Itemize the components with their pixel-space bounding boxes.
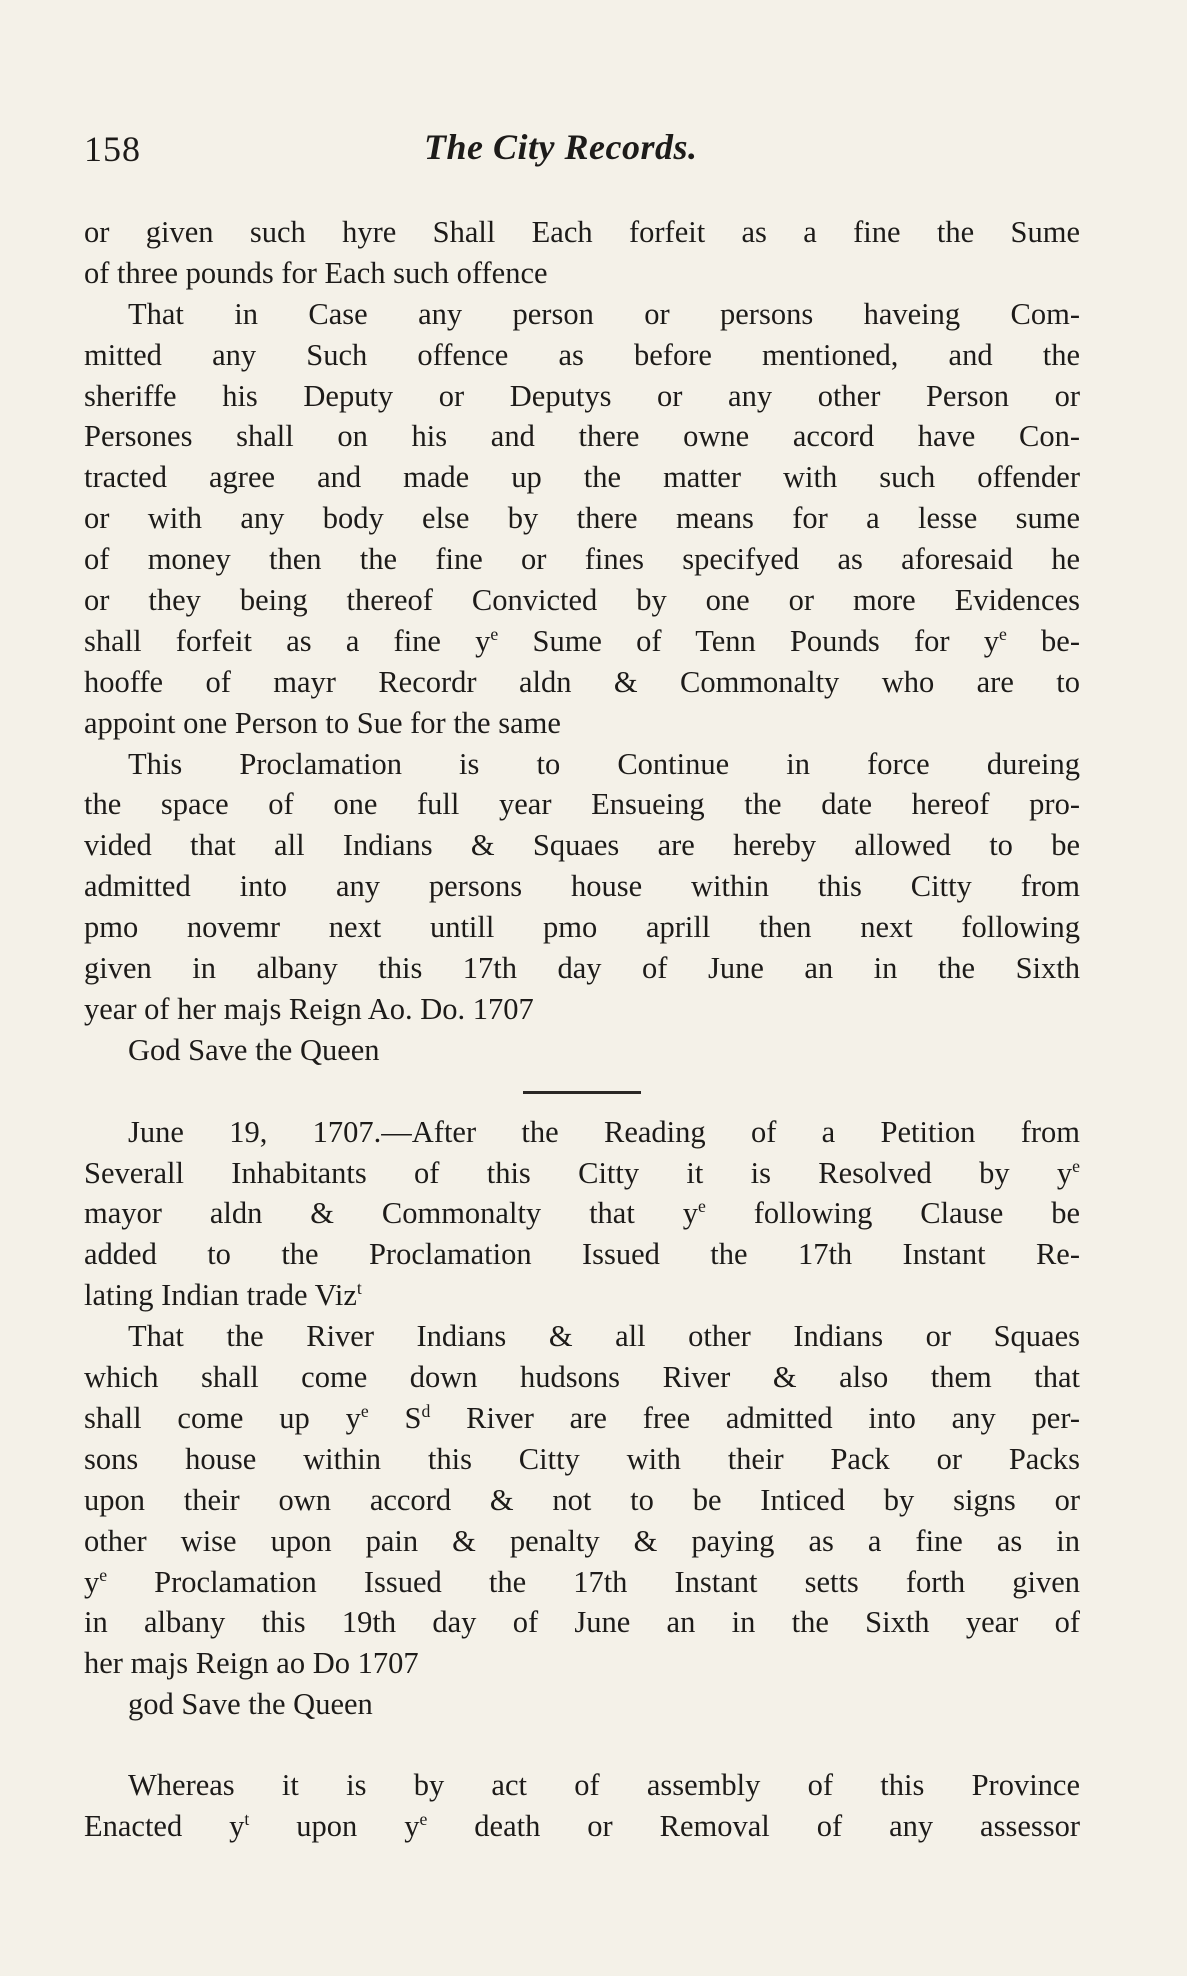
text-line: Enacted $y^t$ upon $y^e$ death or Removal of any assessor (84, 1808, 1080, 1843)
superscript: e (698, 1196, 706, 1217)
superscript: e (999, 623, 1007, 644)
superscript: e (419, 1808, 428, 1829)
text-line: mitted any Such offence as before mentioned, and the (84, 337, 1080, 372)
superscript: d (421, 1400, 431, 1421)
text-line: That the River Indians & all other Indians or Squaes (128, 1319, 1080, 1354)
text-line: given in albany this 17th day of June an in the Sixth (84, 951, 1080, 986)
entry-assessor-act (84, 1765, 1080, 1847)
text-line: That in Case any person or persons haveing Com- (128, 296, 1080, 331)
text-line: vided that all Indians & Squaes are hereby allowed to be (84, 828, 1080, 863)
text-line: which shall come down hudsons River & also them that (84, 1360, 1080, 1395)
text-line: appoint one Person to Sue for the same (84, 705, 561, 740)
text-line: sons house within this Citty with their Pack or Packs (84, 1441, 1080, 1476)
text-line: mayor aldn & Commonalty that $y^e$ following Clause be (84, 1196, 1080, 1231)
text-line: Persones shall on his and there owne accord have Con- (84, 419, 1080, 454)
text-line: pmo novemr next untill pmo aprill then next following (84, 910, 1080, 945)
text-line: the space of one full year Ensueing the date hereof pro- (84, 787, 1080, 822)
superscript: t (356, 1278, 362, 1299)
text-line: or given such hyre Shall Each forfeit as a fine the Sume (84, 215, 1080, 249)
superscript: e (1072, 1155, 1080, 1176)
text-line: shall come up $y^e$ $S^d$ River are free admitted into any per- (84, 1400, 1080, 1435)
text-line: her majs Reign ao Do 1707 (84, 1646, 419, 1681)
superscript: e (490, 623, 499, 644)
text-line: or with any body else by there means for a lesse sume (84, 501, 1080, 536)
text-line: of three pounds for Each such offence (84, 255, 548, 290)
text-line: in albany this 19th day of June an in the Sixth year of (84, 1605, 1080, 1640)
text-line: Severall Inhabitants of this Citty it is Resolved by $y^e$ (84, 1155, 1080, 1190)
text-line: year of her majs Reign Ao. Do. 1707 (84, 991, 534, 1026)
running-title: The City Records. (424, 127, 698, 167)
superscript: e (99, 1564, 108, 1585)
text-line: upon their own accord & not to be Inticed by signs or (84, 1482, 1080, 1517)
text-line: admitted into any persons house within this Citty from (84, 869, 1080, 904)
text-line: tracted agree and made up the matter with such offender (84, 460, 1080, 495)
text-line: sheriffe his Deputy or Deputys or any other Person or (84, 378, 1080, 413)
text-line: God Save the Queen (128, 1032, 380, 1067)
text-line: god Save the Queen (128, 1687, 373, 1722)
text-line: $y^e$ Proclamation Issued the 17th Instant setts forth given (84, 1564, 1080, 1599)
text-line: hooffe of mayr Recordr aldn & Commonalty who are to (84, 664, 1080, 699)
page-header (84, 128, 1084, 188)
paragraph-gap (84, 1725, 1080, 1765)
text-line: June 19, 1707.—After the Reading of a Petition from (128, 1114, 1080, 1149)
proclamation-continuation (84, 212, 1080, 1071)
text-line: lating Indian trade Viz$^t$ (84, 1278, 362, 1313)
section-separator (523, 1091, 641, 1094)
text-line: other wise upon pain & penalty & paying as a fine as in (84, 1523, 1080, 1558)
text-line: Whereas it is by act of assembly of this Province (128, 1768, 1080, 1803)
text-line: or they being thereof Convicted by one or more Evidences (84, 583, 1080, 618)
text-line: of money then the fine or fines specifyed as aforesaid he (84, 542, 1080, 577)
page-body (84, 212, 1080, 1847)
entry-june-19-1707 (84, 1112, 1080, 1725)
text-line: This Proclamation is to Continue in force dureing (128, 746, 1080, 781)
superscript: t (244, 1808, 250, 1829)
superscript: e (360, 1400, 369, 1421)
text-line: added to the Proclamation Issued the 17th Instant Re- (84, 1237, 1080, 1272)
page-number: 158 (84, 129, 141, 169)
text-line: shall forfeit as a fine $y^e$ Sume of Tenn Pounds for $y^e$ be- (84, 623, 1080, 658)
